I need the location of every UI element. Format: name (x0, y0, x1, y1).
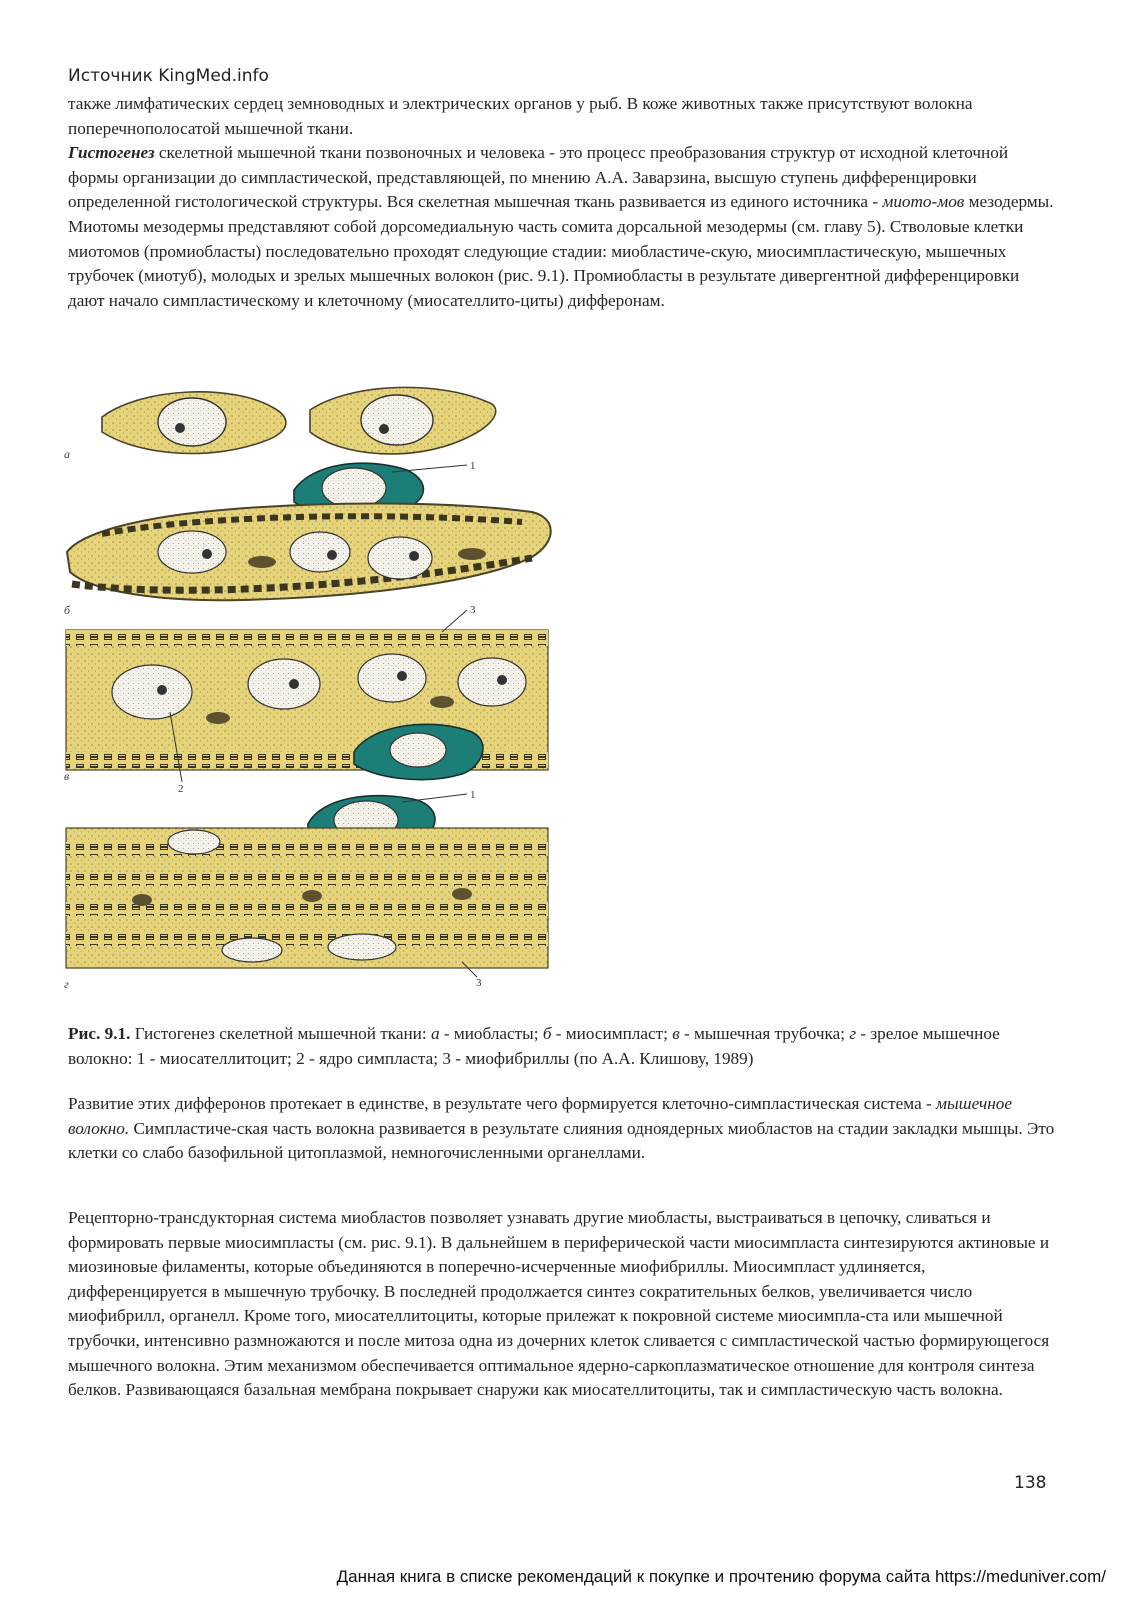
caption-text: - мышечная трубочка; (679, 1024, 850, 1043)
figure-9-1-histogenesis-illustration (62, 372, 562, 1014)
term-myotomes: миото-мов (882, 192, 965, 212)
label-2-g: 2 (178, 783, 184, 795)
panel-v-myotube (66, 610, 548, 782)
term-histogenesis: Гистогенез (68, 143, 155, 163)
source-header: Источник KingMed.info (68, 66, 269, 86)
intro-text: также лимфатических сердец земноводных и электрических органов у рыб. В коже животных также присутствуют волокна поперечнополосатой мышечной ткани. (68, 94, 973, 138)
caption-label: Рис. 9.1. (68, 1024, 131, 1043)
caption-letter: в (672, 1024, 680, 1043)
panel-g-label: г (64, 977, 69, 991)
label-3-v: 3 (470, 604, 476, 616)
paragraph-receptor-system: Рецепторно-трансдукторная система миобластов позволяет узнавать другие миобласты, выстраиваться в цепочку, сливаться и формировать первые миосимпласты (см. рис. 9.1). В дальнейшем в периферической части миосимпласта синтезируются актиновые и миозиновые филаменты, которые объединяются в поперечно-исчерченные миофибриллы. Миосимпласт удлиняется, дифференцируется в мышечную трубочку. В последней продолжается синтез сократительных белков, увеличивается число миофибрилл, органелл. Кроме того, миосателлитоциты, которые прилежат к покровной системе миосимпла-ста или мышечной трубочки, интенсивно размножаются и после митоза одна из дочерних клеток сливается с симпластической частью формирующегося мышечного волокна. Этим механизмом обеспечивается оптимальное ядерно-саркоплазматическое отношение для контроля синтеза белков. Развивающаяся базальная мембрана покрывает снаружи как миосателлитоциты, так и симпластическую часть волокна. (68, 1208, 1050, 1400)
label-1-g: 1 (470, 789, 476, 801)
caption-text: - зрелое мышечное волокно: 1 - миосателлитоцит; 2 - ядро симпласта; 3 - миофибриллы (по А.А. Клишову, 1989) (68, 1024, 1000, 1068)
caption-text: - миосимпласт; (551, 1024, 673, 1043)
panel-g-mature-fiber (66, 794, 548, 977)
caption-text: Гистогенез скелетной мышечной ткани: (130, 1024, 431, 1043)
panel-b-label: б (64, 603, 71, 617)
histogenesis-text-a: скелетной мышечной ткани позвоночных и человека - это процесс преобразования структур от исходной клеточной формы организации до симпластической, представляющей, по мнению А.А. Заварзина, высшую ступень дифференцировки определенной гистологической структуры. Вся скелетная мышечная ткань развивается из единого источника - (68, 143, 1009, 212)
histogenesis-text-b: мезодермы. Миотомы мезодермы представляют собой дорсомедиальную часть сомита дорсальной мезодермы (см. главу 5). Стволовые клетки миотомов (промиобласты) последовательно проходят следующие стадии: миобластиче-скую, миосимпластическую, мышечных трубочек (миотуб), молодых и зрелых мышечных волокон (рис. 9.1). Промиобласты в результате дивергентной дифференцировки дают начало симпластическому и клеточному (миосателлито-циты) дифферонам. (68, 192, 1054, 310)
caption-letter: г (849, 1024, 857, 1043)
paragraph-text: Симпластиче-ская часть волокна развивается в результате слияния одноядерных миобластов на стадии закладки мышцы. Это клетки со слабо базофильной цитоплазмой, немногочисленными органеллами. (68, 1118, 1055, 1163)
label-3-g: 3 (476, 977, 482, 989)
paragraph-intro (68, 92, 1058, 313)
caption-text: - миобласты; (439, 1024, 543, 1043)
caption-letter: б (542, 1024, 552, 1043)
panel-a-label: а (64, 447, 70, 461)
figure-caption (68, 1022, 1058, 1071)
panel-b-myosymplast (67, 463, 551, 600)
panel-v-label: в (64, 769, 70, 783)
term-muscle-fiber: мышечное волокно. (68, 1094, 1012, 1138)
paragraph-text: Развитие этих дифферонов протекает в единстве, в результате чего формируется клеточно-симпластическая система - (68, 1094, 937, 1113)
page-number: 138 (1014, 1473, 1047, 1493)
paragraph-differons (68, 1092, 1058, 1166)
caption-letter: а (430, 1024, 440, 1043)
footer-recommendation: Данная книга в списке рекомендаций к покупке и прочтению форума сайта https://meduniver.com/ (336, 1567, 1106, 1586)
panel-a-myoblasts (102, 387, 496, 454)
label-1-b: 1 (470, 460, 476, 472)
